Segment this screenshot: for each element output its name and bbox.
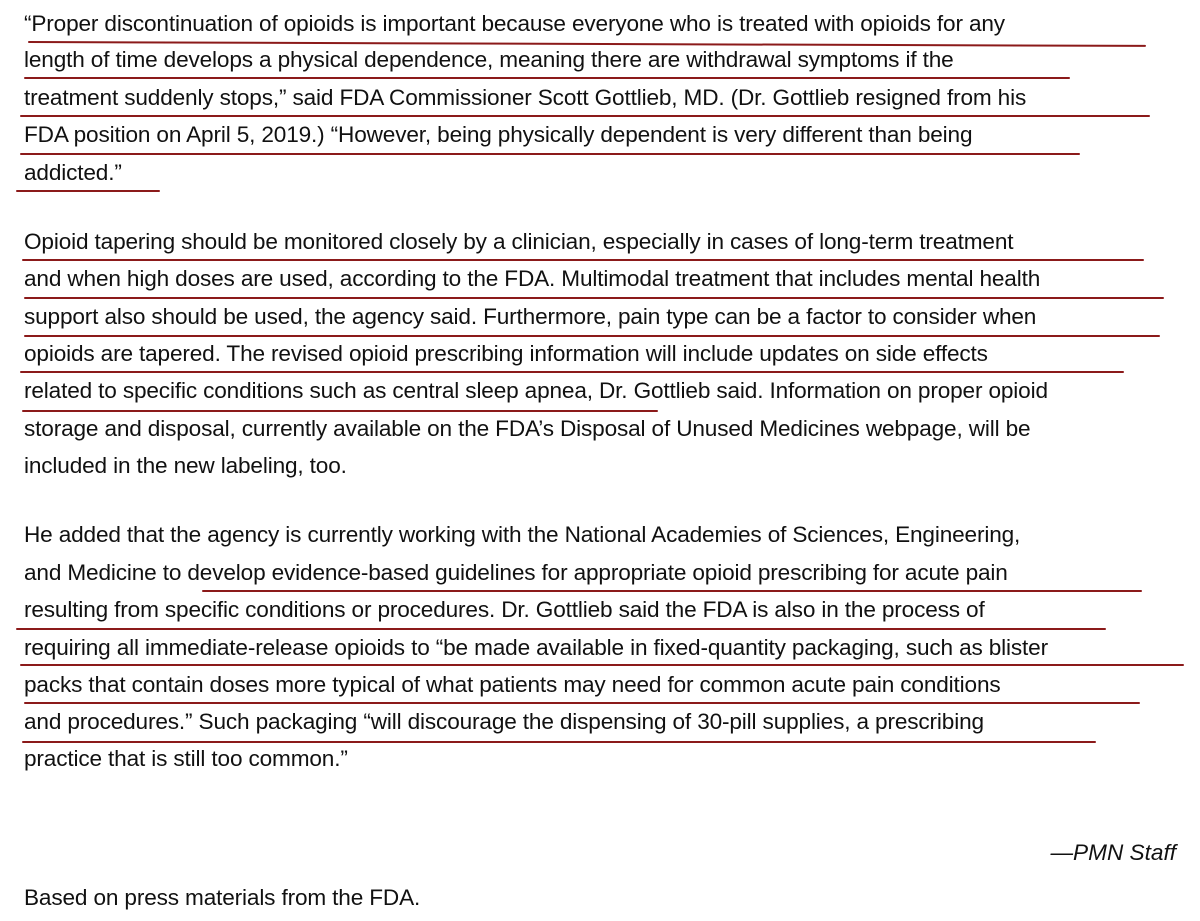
author-signature: —PMN Staff <box>1050 839 1176 865</box>
paragraph-1-line-5: addicted.” <box>24 160 122 185</box>
annotation-underline <box>24 297 1164 299</box>
paragraph-2-line-2: and when high doses are used, according to the FDA. Multimodal treatment that includes mental health <box>24 266 1041 291</box>
paragraph-1-line-4: FDA position on April 5, 2019.) “However, being physically dependent is very different than being <box>24 122 973 147</box>
paragraph-3-line-7: practice that is still too common.” <box>24 746 348 771</box>
paragraph-2-line-6: storage and disposal, currently available on the FDA’s Disposal of Unused Medicines webpage, will be <box>24 416 1031 441</box>
annotation-underline <box>20 153 1080 155</box>
paragraph-1-line-1: “Proper discontinuation of opioids is important because everyone who is treated with opioids for any <box>24 11 1005 36</box>
paragraph-3-line-4: requiring all immediate-release opioids to “be made available in fixed-quantity packaging, such as blister <box>24 635 1048 660</box>
annotation-underline <box>20 115 1150 117</box>
paragraph-3-line-6: and procedures.” Such packaging “will discourage the dispensing of 30-pill supplies, a prescribing <box>24 709 984 734</box>
annotation-underline <box>24 702 1140 704</box>
paragraph-2-line-4: opioids are tapered. The revised opioid prescribing information will include updates on side effects <box>24 341 988 366</box>
annotation-underline <box>24 77 1070 79</box>
paragraph-3-line-5: packs that contain doses more typical of what patients may need for common acute pain conditions <box>24 672 1001 697</box>
paragraph-1-line-2: length of time develops a physical dependence, meaning there are withdrawal symptoms if the <box>24 47 954 72</box>
annotation-underline <box>20 371 1124 373</box>
paragraph-2-line-5: related to specific conditions such as central sleep apnea, Dr. Gottlieb said. Information on proper opioid <box>24 378 1048 403</box>
annotation-underline <box>16 628 1106 630</box>
paragraph-2-line-7: included in the new labeling, too. <box>24 453 347 478</box>
annotation-underline <box>22 259 1144 261</box>
annotation-underline <box>22 410 658 412</box>
annotation-underline <box>24 335 1160 337</box>
paragraph-3-line-3: resulting from specific conditions or procedures. Dr. Gottlieb said the FDA is also in the process of <box>24 597 985 622</box>
paragraph-3-line-2: and Medicine to develop evidence-based guidelines for appropriate opioid prescribing for acute pain <box>24 560 1008 585</box>
annotation-underline <box>22 741 1096 743</box>
paragraph-3-line-1: He added that the agency is currently working with the National Academies of Sciences, Engineering, <box>24 522 1021 547</box>
annotation-underline <box>16 190 160 192</box>
annotation-underline <box>20 664 1184 666</box>
paragraph-2-line-1: Opioid tapering should be monitored closely by a clinician, especially in cases of long-term treatment <box>24 229 1014 254</box>
source-note: Based on press materials from the FDA. <box>24 885 421 910</box>
annotation-underline <box>202 590 1142 592</box>
paragraph-2-line-3: support also should be used, the agency said. Furthermore, pain type can be a factor to consider when <box>24 304 1037 329</box>
paragraph-1-line-3: treatment suddenly stops,” said FDA Commissioner Scott Gottlieb, MD. (Dr. Gottlieb resigned from his <box>24 85 1027 110</box>
